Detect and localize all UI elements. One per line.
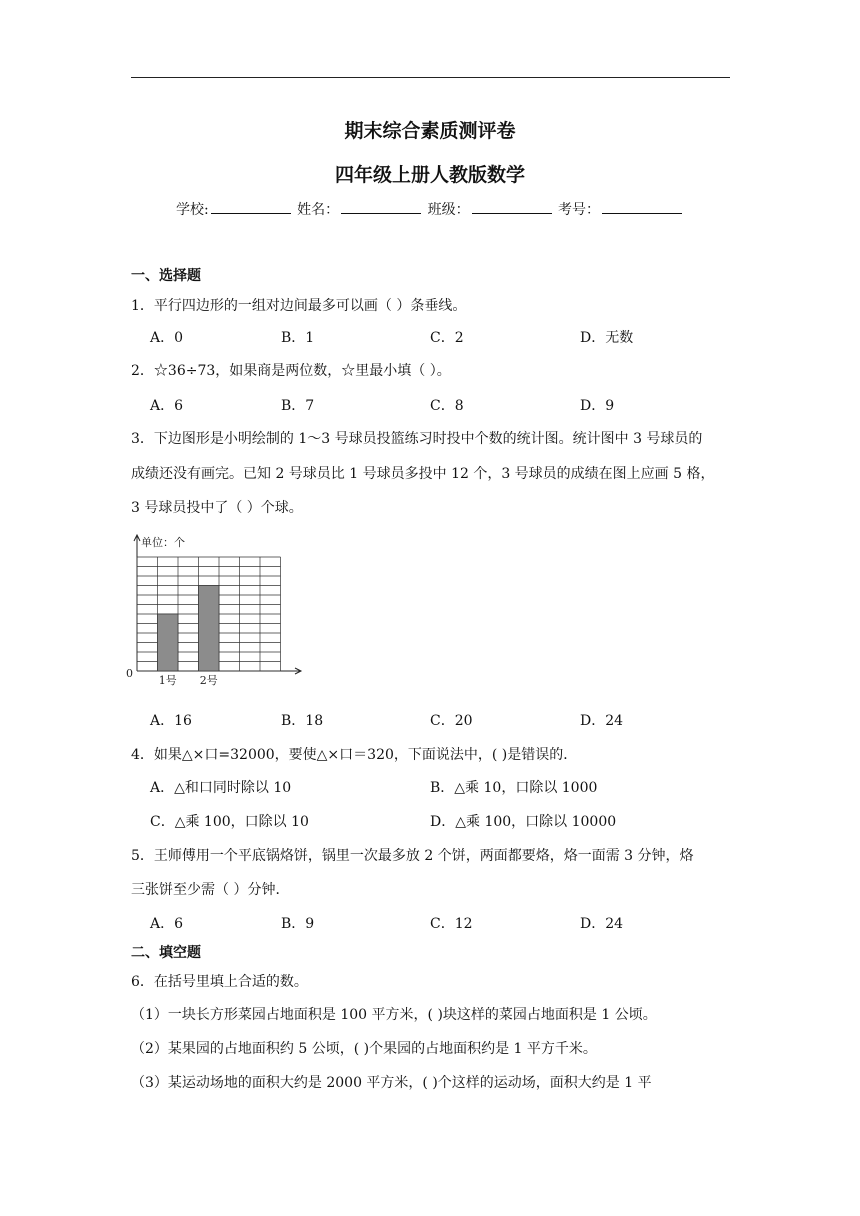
question-3-line-3: 3 号球员投中了（ ）个球。 [131,500,303,516]
q5-option-a: A．6 [150,916,184,932]
q2-option-c: C．8 [430,398,464,414]
q1-option-b: B．1 [281,330,315,346]
class-blank[interactable] [472,201,552,214]
header-rule [131,77,730,78]
q3-option-a: A．16 [150,713,192,729]
q4-option-b: B．△乘 10，口除以 1000 [430,780,598,796]
q2-option-d: D．9 [580,398,615,414]
q5-option-d: D．24 [580,916,624,932]
school-label: 学校: [175,202,209,218]
q4-option-a: A．△和口同时除以 10 [150,780,292,796]
question-3-line-1: 3．下边图形是小明绘制的 1～3 号球员投篮练习时投中个数的统计图。统计图中 3 号球员的 [131,431,703,447]
q6-sub-2: （2）某果园的占地面积约 5 公顷，( )个果园的占地面积约是 1 平方千米。 [131,1041,597,1057]
student-info-line [0,199,860,219]
q4-option-c: C．△乘 100，口除以 10 [150,814,309,830]
section-heading-fill: 二、填空题 [131,945,201,961]
q1-option-a: A．0 [150,330,184,346]
x-tick-label-1: 1号 [158,674,177,687]
q3-option-b: B．18 [281,713,324,729]
question-5-line-1: 5．王师傅用一个平底锅烙饼，锅里一次最多放 2 个饼，两面都要烙，烙一面需 3 分钟，烙 [131,848,694,864]
unit-label: 单位：个 [141,536,185,549]
name-blank[interactable] [341,201,421,214]
exam-subtitle: 四年级上册人教版数学 [334,164,525,186]
question-1: 1．平行四边形的一组对边间最多可以画（ ）条垂线。 [131,298,467,314]
exam-number-blank[interactable] [602,201,682,214]
q5-option-b: B．9 [281,916,315,932]
section-heading-choice: 一、选择题 [131,268,201,284]
q5-option-c: C．12 [430,916,473,932]
bar-chart [124,532,304,692]
q4-option-d: D．△乘 100，口除以 10000 [430,814,617,830]
bar-1 [158,614,179,671]
question-6: 6．在括号里填上合适的数。 [131,974,308,990]
x-tick-label-2: 2号 [199,674,218,687]
q6-sub-3: （3）某运动场地的面积大约是 2000 平方米，( )个这样的运动场，面积大约是 1 平 [131,1075,652,1091]
school-blank[interactable] [211,201,291,214]
q2-option-a: A．6 [150,398,184,414]
q1-option-d: D．无数 [580,330,634,346]
exam-number-label: 考号： [558,202,601,218]
question-5-line-2: 三张饼至少需（ ）分钟． [131,882,290,898]
origin-label: 0 [126,667,133,680]
q1-option-c: C．2 [430,330,464,346]
exam-title: 期末综合素质测评卷 [344,120,516,142]
q6-sub-1: （1）一块长方形菜园占地面积是 100 平方米，( )块这样的菜园占地面积是 1 公顷。 [131,1007,657,1023]
name-label: 姓名： [297,202,340,218]
q3-option-c: C．20 [430,713,473,729]
class-label: 班级： [427,202,470,218]
bar-2 [199,586,220,672]
question-4: 4．如果△×口=32000，要使△×口＝320，下面说法中，( )是错误的． [131,747,578,763]
question-2: 2．☆36÷73，如果商是两位数，☆里最小填（ ）。 [131,363,451,379]
question-3-line-2: 成绩还没有画完。已知 2 号球员比 1 号球员多投中 12 个，3 号球员的成绩在图上应画 5 格， [131,466,715,482]
q2-option-b: B．7 [281,398,315,414]
q3-option-d: D．24 [580,713,624,729]
